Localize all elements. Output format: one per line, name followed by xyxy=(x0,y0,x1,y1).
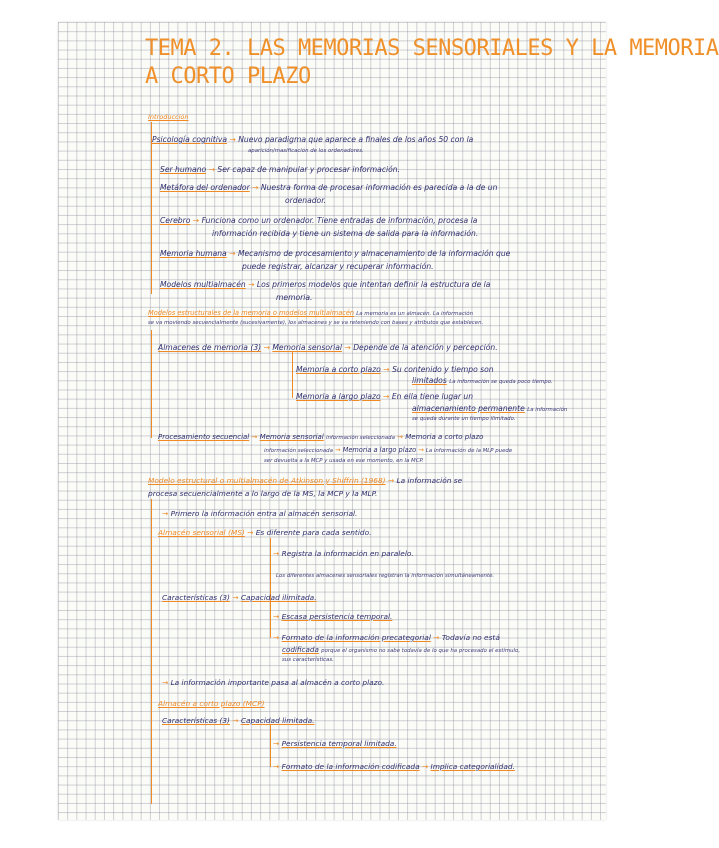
cer-text-2: información recibida y tiene un sistema de salida para la información. xyxy=(212,229,479,238)
atk-mcp-car-label: Características (3) xyxy=(162,716,230,725)
atk-final: La información importante pasa al almacén a corto plazo. xyxy=(170,678,385,687)
atk-car-label: Características (3) xyxy=(162,593,230,602)
proc-text-2: Memoria a corto plazo xyxy=(405,433,484,441)
atk-car-3-3: codificada xyxy=(282,645,319,654)
atk-entry: Primero la información entra al almacén sensorial. xyxy=(170,509,358,518)
mlp-label: Memoria a largo plazo xyxy=(296,392,381,401)
modelos-bracket xyxy=(151,330,152,438)
arrow-icon: → xyxy=(232,593,239,602)
intro-psico-row xyxy=(152,135,473,144)
atk-ms-bracket xyxy=(270,538,271,638)
ms-label: Memoria sensorial xyxy=(272,343,342,352)
arrow-icon: → xyxy=(387,476,395,485)
arrow-icon: → xyxy=(418,446,424,454)
modelos-heading-note: La memoria es un almacén. La información xyxy=(356,311,474,317)
psico-note: aparición/masificación de los ordenadores. xyxy=(248,148,364,154)
mem-text-1: Mecanismo de procesamiento y almacenamiento de la información que xyxy=(237,249,511,258)
atk-car-1: Capacidad ilimitada. xyxy=(240,593,317,602)
arrow-icon: → xyxy=(252,183,259,192)
atk-ms-row xyxy=(158,528,371,537)
arrow-icon: → xyxy=(232,716,239,725)
atk-mcp-car-2: Persistencia temporal limitada. xyxy=(281,739,397,748)
atk-mcp-car-3-row xyxy=(273,762,515,771)
atk-ms-text: Es diferente para cada sentido. xyxy=(255,528,372,537)
atk-car-3-row-2 xyxy=(282,645,520,654)
atk-ms-note: Los diferentes almacenes sensoriales registran la información simultáneamente. xyxy=(276,573,495,579)
arrow-icon: → xyxy=(273,633,280,642)
mlp-row-2 xyxy=(412,404,567,413)
atk-car-3-row xyxy=(273,633,500,642)
mcp-row xyxy=(296,365,494,374)
atk-heading-row xyxy=(148,476,462,485)
arrow-icon: → xyxy=(263,343,270,352)
mcp-text-2: limitados xyxy=(412,376,447,385)
ser-text: Ser capaz de manipular y procesar información. xyxy=(217,165,400,174)
atk-mcp-car-2-row xyxy=(273,739,397,748)
alm-row xyxy=(158,343,498,352)
arrow-icon: → xyxy=(247,528,254,537)
proc-small-1: información seleccionada xyxy=(326,435,395,441)
mlp-text-2: almacenamiento permanente xyxy=(412,404,525,413)
page-title-line2: A CORTO PLAZO xyxy=(145,64,311,89)
atk-car-2: Escasa persistencia temporal. xyxy=(281,612,393,621)
atk-text-2: procesa secuencialmente a lo largo de la MS, la MCP y la MLP. xyxy=(148,489,378,498)
proc-row-2 xyxy=(264,446,512,454)
mod-text-1: Los primeros modelos que intentan definir la estructura de la xyxy=(256,280,491,289)
proc-text-1: Memoria sensorial xyxy=(259,433,324,441)
modelos-heading: Modelos estructurales de la memoria o modelos multialmacén xyxy=(148,309,355,317)
intro-mod-row xyxy=(160,280,490,289)
arrow-icon: → xyxy=(273,612,280,621)
atk-mcp-bracket xyxy=(270,725,271,767)
arrow-icon: → xyxy=(383,392,390,401)
proc-small-2: información seleccionada xyxy=(264,448,333,454)
intro-ser-row xyxy=(160,165,400,174)
mcp-row-2 xyxy=(412,376,553,385)
arrow-icon: → xyxy=(397,433,403,441)
met-label: Metáfora del ordenador xyxy=(160,183,250,192)
atk-entry-row xyxy=(162,509,357,518)
arrow-icon: → xyxy=(248,280,255,289)
atk-car-row xyxy=(162,593,317,602)
alm-bracket xyxy=(292,352,293,398)
met-text-2: ordenador. xyxy=(285,196,327,205)
arrow-icon: → xyxy=(229,249,236,258)
arrow-icon: → xyxy=(433,633,440,642)
atk-ms-paralelo: Registra la información en paralelo. xyxy=(281,549,414,558)
arrow-icon: → xyxy=(229,135,236,144)
intro-heading: Introducción xyxy=(148,113,189,121)
atk-car-3-note-1: porque el organismo no sabe todavía de lo que ha procesado el estímulo, xyxy=(321,648,521,654)
mem-label: Memoria humana xyxy=(160,249,227,258)
psico-text: Nuevo paradigma que aparece a finales de los años 50 con la xyxy=(238,135,474,144)
atk-mcp-car-3-2: Implica categorialidad. xyxy=(430,762,515,771)
mod-label: Modelos multialmacén xyxy=(160,280,246,289)
mlp-row xyxy=(296,392,473,401)
intro-met-row xyxy=(160,183,497,192)
intro-cer-row xyxy=(160,216,477,225)
arrow-icon: → xyxy=(335,446,341,454)
arrow-icon: → xyxy=(383,365,390,374)
atk-car-3-1: Formato de la información precategorial xyxy=(281,633,431,642)
modelos-heading-row xyxy=(148,309,473,317)
ms-text: Depende de la atención y percepción. xyxy=(353,343,498,352)
intro-bracket xyxy=(151,122,152,294)
atk-final-row xyxy=(162,678,384,687)
arrow-icon: → xyxy=(192,216,200,225)
mcp-note: La información se queda poco tiempo. xyxy=(449,379,553,385)
mod-text-2: memoria. xyxy=(276,293,313,302)
ser-label: Ser humano xyxy=(160,165,207,174)
page-title: TEMA 2. LAS MEMORIAS SENSORIALES Y LA MEMORIA xyxy=(145,36,719,61)
proc-text-3: Memoria a largo plazo xyxy=(342,446,417,454)
mcp-text-1: Su contenido y tiempo son xyxy=(392,365,494,374)
atk-car-2-row xyxy=(273,612,392,621)
proc-label: Procesamiento secuencial xyxy=(158,433,250,441)
arrow-icon: → xyxy=(344,343,351,352)
atk-mcp-row xyxy=(158,699,265,708)
mem-text-2: puede registrar, alcanzar y recuperar información. xyxy=(242,262,434,271)
atk-ms-paralelo-row xyxy=(273,549,414,558)
atk-car-3-note-2: sus características. xyxy=(282,657,334,663)
mlp-note-2: se queda durante un tiempo ilimitado. xyxy=(412,416,516,422)
proc-note-1: La información de la MLP puede xyxy=(425,448,513,454)
arrow-icon: → xyxy=(162,678,169,687)
atk-mcp-car-3-1: Formato de la información codificada xyxy=(281,762,420,771)
arrow-icon: → xyxy=(162,509,169,518)
atk-mcp-label: Almacén a corto plazo (MCP) xyxy=(158,699,265,708)
met-text-1: Nuestra forma de procesar información es parecida a la de un xyxy=(260,183,498,192)
atk-ms-label: Almacén sensorial (MS) xyxy=(158,528,245,537)
arrow-icon: → xyxy=(273,549,280,558)
alm-label: Almacenes de memoria (3) xyxy=(158,343,262,352)
proc-row xyxy=(158,433,483,441)
modelos-heading-note-2: se va moviendo secuencialmente (sucesivamente), los almacenes y se va reteniendo con bases y atributos que establecen. xyxy=(148,320,484,326)
atk-text-1: La información se xyxy=(396,476,463,485)
atk-mcp-car-1: Capacidad limitada. xyxy=(240,716,315,725)
arrow-icon: → xyxy=(273,762,280,771)
atk-bracket xyxy=(151,499,152,804)
arrow-icon: → xyxy=(208,165,215,174)
atk-heading: Modelo estructural o multialmacén de Atkinson y Shiffrin (1968) xyxy=(148,476,386,485)
cer-text-1: Funciona como un ordenador. Tiene entradas de información, procesa la xyxy=(201,216,478,225)
proc-note-2: ser devuelta a la MCP y usada en ese momento, en la MCP. xyxy=(264,458,424,464)
atk-mcp-car-row xyxy=(162,716,315,725)
intro-mem-row xyxy=(160,249,510,258)
mcp-label: Memoria a corto plazo xyxy=(296,365,381,374)
cer-label: Cerebro xyxy=(160,216,191,225)
mlp-note-1: La información xyxy=(527,407,568,413)
atk-car-3-2: Todavía no está xyxy=(441,633,500,642)
arrow-icon: → xyxy=(421,762,429,771)
psico-label: Psicología cognitiva xyxy=(152,135,228,144)
arrow-icon: → xyxy=(251,433,258,441)
arrow-icon: → xyxy=(273,739,280,748)
mlp-text-1: En ella tiene lugar un xyxy=(391,392,474,401)
